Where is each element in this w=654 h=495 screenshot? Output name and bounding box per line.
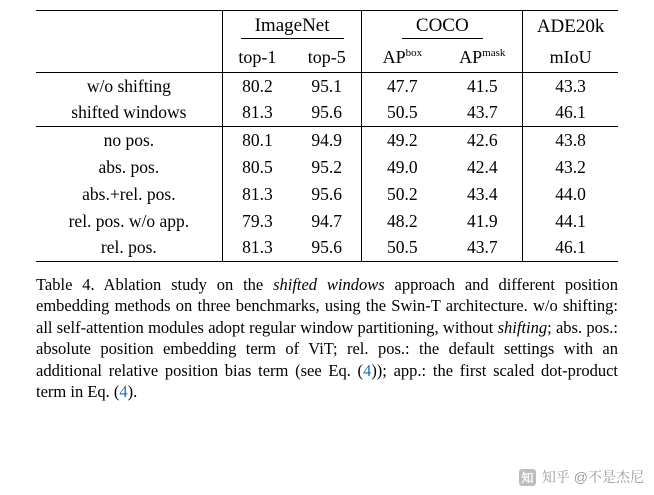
caption-emph-2: shifting <box>497 317 548 337</box>
subheader-ap-mask: $AP^{mask}$ <box>459 46 506 67</box>
subheader-miou: mIoU <box>523 43 618 73</box>
subheader-ap-box-sup: box <box>405 46 423 59</box>
cell-top1: 80.2 <box>222 73 292 100</box>
row-label: no pos. <box>36 127 222 154</box>
cell-miou: 46.1 <box>523 235 618 262</box>
watermark <box>519 467 644 487</box>
cell-miou: 43.8 <box>523 127 618 154</box>
row-label: rel. pos. <box>100 237 157 258</box>
caption-text-1: Ablation study on the <box>94 275 274 294</box>
cell-top1: 80.5 <box>222 154 292 181</box>
ablation-table <box>36 10 618 262</box>
cell-miou: 43.2 <box>523 154 618 181</box>
cell-ap-box: 50.5 <box>362 235 442 262</box>
cell-ap-mask: 42.6 <box>442 127 522 154</box>
cell-top1: 81.3 <box>222 100 292 127</box>
cell-top1: 81.3 <box>222 181 292 208</box>
cell-top5: 95.6 <box>311 183 343 204</box>
cell-top5: 94.9 <box>292 127 362 154</box>
header-group-imagenet: ImageNet <box>222 11 362 43</box>
cell-top5: 95.2 <box>311 156 343 177</box>
cell-miou: 43.3 <box>523 73 618 100</box>
cell-ap-box: 47.7 <box>362 73 442 100</box>
cell-ap-box: 48.2 <box>362 208 442 235</box>
cell-top1: 79.3 <box>222 208 292 235</box>
table-bottom-rule <box>36 262 618 263</box>
cell-miou: 44.1 <box>523 208 618 235</box>
row-label: rel. pos. w/o app. <box>68 210 190 231</box>
cell-ap-mask: 41.9 <box>466 210 498 231</box>
cell-top5: 94.7 <box>311 210 343 231</box>
table-row <box>36 181 618 208</box>
cell-top5: 95.6 <box>311 102 343 123</box>
table-row <box>36 235 618 262</box>
row-label: abs.+rel. pos. <box>82 183 176 204</box>
table-row <box>36 154 618 181</box>
caption-text-3: ; abs. pos.: absolute position embedding term of ViT; rel. pos.: the default settings with an additional relative position bias term (see Eq. ( <box>36 317 618 380</box>
caption-text-5: ). <box>127 382 138 402</box>
cell-top5: 95.1 <box>292 73 362 100</box>
subheader-ap-box: $AP^{box}$ <box>362 43 442 73</box>
cell-miou: 46.1 <box>523 100 618 127</box>
caption-text-4: )); app.: the first scaled dot-product term in Eq. ( <box>36 360 619 402</box>
cell-ap-mask: 43.7 <box>466 102 498 123</box>
cell-top1: 81.3 <box>222 235 292 262</box>
table-header-groups <box>36 11 618 43</box>
table-row <box>36 73 618 100</box>
cell-ap-mask: 42.4 <box>466 156 498 177</box>
watermark-text: 知乎 @不是杰尼 <box>541 469 644 485</box>
header-group-ade20k: ADE20k <box>523 11 618 43</box>
cell-ap-box: 50.5 <box>362 100 442 127</box>
cell-miou: 44.0 <box>523 181 618 208</box>
row-label: shifted windows <box>71 102 187 123</box>
caption-label: Table 4. <box>36 275 95 294</box>
row-label: w/o shifting <box>36 73 222 100</box>
row-label: abs. pos. <box>98 156 160 177</box>
table-row <box>36 100 618 127</box>
subheader-ap-mask-sup: mask <box>482 46 506 59</box>
equation-link-2[interactable]: 4 <box>119 382 128 402</box>
caption-text-2: approach and different position embedding methods on three benchmarks, using the Swin-T architecture. w/o shifting: all self-attention modules adopt regular window partitioning, without <box>36 275 618 337</box>
subheader-top1: top-1 <box>222 43 292 73</box>
cell-ap-mask: 43.7 <box>466 237 498 258</box>
table-row <box>36 208 618 235</box>
cell-ap-box: 49.0 <box>362 154 442 181</box>
cell-top5: 95.6 <box>311 237 343 258</box>
cell-ap-mask: 43.4 <box>466 183 498 204</box>
subheader-top5: top-5 <box>307 46 346 67</box>
cell-top1: 80.1 <box>222 127 292 154</box>
table-subheaders <box>36 43 618 73</box>
zhihu-logo-icon: 知 <box>519 469 536 486</box>
cell-ap-mask: 41.5 <box>442 73 522 100</box>
header-group-coco: COCO <box>362 11 523 43</box>
cell-ap-box: 49.2 <box>362 127 442 154</box>
header-group-empty <box>36 11 222 43</box>
subheader-empty <box>36 43 222 73</box>
table-row <box>36 127 618 154</box>
equation-link-1[interactable]: 4 <box>363 360 372 380</box>
table-caption <box>36 274 618 403</box>
cell-ap-box: 50.2 <box>362 181 442 208</box>
caption-emph-1: shifted windows <box>273 275 385 294</box>
